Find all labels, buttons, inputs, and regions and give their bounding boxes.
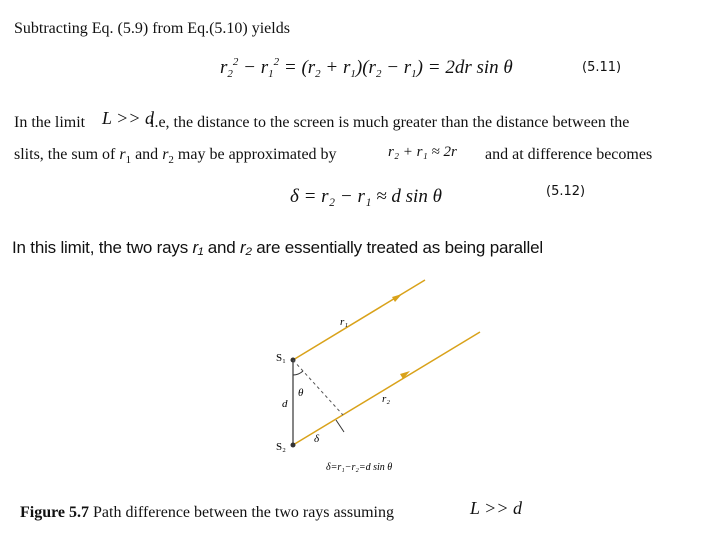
caption-label: Figure 5	[20, 504, 78, 521]
caption-number: .7	[77, 504, 90, 521]
paragraph-sum-line: slits, the sum of $r_1$ and $r_2$ may be approximated by	[14, 146, 337, 166]
paragraph-parallel	[12, 238, 543, 258]
eq-r1-squared: − $r_1^2$	[243, 56, 280, 80]
label-delta: δ	[314, 433, 320, 445]
sum-line-and: and	[135, 146, 159, 163]
caption-limit-expression: L >> d	[470, 498, 522, 518]
path-difference-figure	[270, 270, 590, 480]
paragraph-intro: Subtracting Eq. (5.9) from Eq.(5.10) yields	[14, 20, 290, 37]
sum-line-approx: may be approximated by	[177, 146, 337, 163]
parallel-r1: r₁	[192, 238, 204, 257]
eq-factor: = $(r_2 + r_1)(r_2 - r_1) = 2dr$ sin θ	[283, 57, 513, 80]
paragraph-limit-rest: i.e, the distance to the screen is much greater than the distance between the	[150, 114, 630, 131]
equation-5-11	[220, 56, 513, 80]
theta-arc	[293, 371, 303, 375]
equation-5-12: δ = r₂ − r₁ ≈ d sin θ	[290, 186, 442, 207]
label-s2: S₂	[276, 441, 286, 453]
label-s1: S₁	[276, 352, 286, 364]
ray-r2	[293, 332, 480, 445]
parallel-r2: r₂	[239, 238, 252, 257]
paragraph-limit-start: In the limit	[14, 114, 86, 131]
caption-text: Path difference between the two rays assuming	[89, 504, 394, 521]
label-theta: θ	[298, 387, 304, 399]
label-d: d	[282, 398, 288, 410]
limit-expression: L >> d	[102, 108, 154, 128]
paragraph-difference: and at difference becomes	[485, 146, 653, 163]
slit-s2-dot	[291, 443, 296, 448]
parallel-start: In this limit, the two rays	[12, 238, 188, 257]
label-r1: r₁	[340, 316, 349, 328]
equation-number-5-11: (5.11)	[582, 60, 622, 75]
parallel-end: are essentially treated as being parallel	[256, 238, 543, 257]
figure-formula: δ=r₁−r₂=d sin θ	[326, 462, 393, 473]
eq-r2-squared: $r_2^2$	[220, 56, 239, 80]
ray-r1	[293, 280, 425, 360]
sum-expression: r₂ + r₁ ≈ 2r	[388, 144, 457, 160]
delta-tick	[336, 420, 344, 432]
sum-line-start: slits, the sum of	[14, 146, 116, 163]
label-r2: r₂	[382, 393, 391, 405]
equation-number-5-12: (5.12)	[546, 184, 586, 199]
arrow-r1-icon	[392, 294, 402, 302]
parallel-and: and	[207, 238, 236, 257]
figure-caption	[20, 504, 394, 522]
